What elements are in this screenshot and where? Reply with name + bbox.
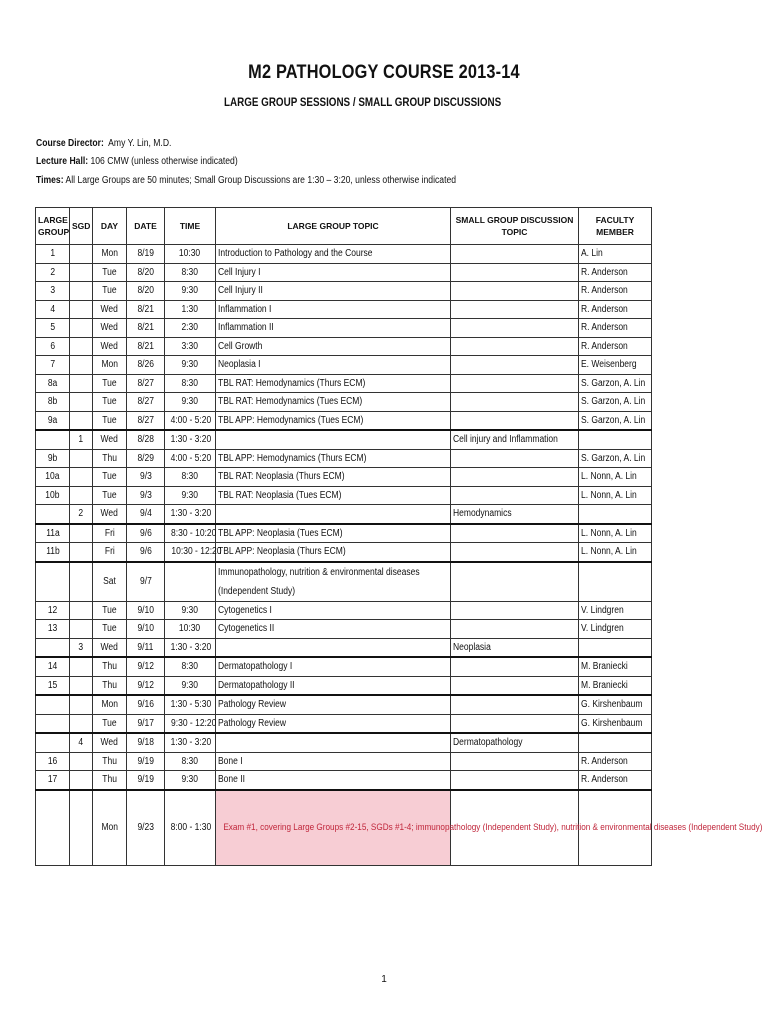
cell-time: 9:30 bbox=[165, 393, 216, 412]
cell-large-group: 16 bbox=[36, 752, 70, 771]
cell-date: 8/20 bbox=[127, 263, 165, 282]
cell-faculty: G. Kirshenbaum bbox=[579, 714, 652, 733]
cell-large-group: 15 bbox=[36, 676, 70, 695]
cell-day: Wed bbox=[93, 300, 127, 319]
cell-day: Mon bbox=[93, 790, 127, 866]
cell-date: 8/27 bbox=[127, 374, 165, 393]
cell-day: Mon bbox=[93, 245, 127, 264]
course-director-label: Course Director: bbox=[36, 138, 104, 149]
cell-time bbox=[165, 562, 216, 602]
cell-time: 10:30 bbox=[165, 620, 216, 639]
cell-sgd-topic bbox=[451, 337, 579, 356]
cell-large-group bbox=[36, 714, 70, 733]
cell-large-group: 8b bbox=[36, 393, 70, 412]
cell-sgd: 3 bbox=[70, 638, 93, 657]
cell-date: 8/27 bbox=[127, 393, 165, 412]
cell-sgd-topic bbox=[451, 374, 579, 393]
cell-large-group bbox=[36, 562, 70, 602]
cell-sgd-topic: Dermatopathology bbox=[451, 733, 579, 752]
lecture-hall-label: Lecture Hall: bbox=[36, 156, 89, 167]
cell-sgd-topic bbox=[451, 468, 579, 487]
cell-sgd bbox=[70, 393, 93, 412]
cell-sgd-topic bbox=[451, 356, 579, 375]
cell-lg-topic: Cytogenetics I bbox=[216, 601, 451, 620]
times-label: Times: bbox=[36, 175, 64, 186]
cell-sgd bbox=[70, 543, 93, 562]
lecture-hall-line bbox=[36, 156, 238, 167]
header-day: DAY bbox=[93, 208, 127, 245]
cell-faculty: L. Nonn, A. Lin bbox=[579, 543, 652, 562]
table-row bbox=[36, 411, 652, 430]
cell-day: Wed bbox=[93, 337, 127, 356]
cell-sgd-topic bbox=[451, 524, 579, 543]
cell-time: 9:30 bbox=[165, 601, 216, 620]
cell-lg-topic bbox=[216, 638, 451, 657]
cell-faculty: M. Braniecki bbox=[579, 657, 652, 676]
cell-faculty: S. Garzon, A. Lin bbox=[579, 374, 652, 393]
cell-lg-topic: TBL RAT: Hemodynamics (Thurs ECM) bbox=[216, 374, 451, 393]
cell-sgd bbox=[70, 524, 93, 543]
cell-lg-topic: Cell Injury I bbox=[216, 263, 451, 282]
cell-sgd-topic bbox=[451, 282, 579, 301]
course-director-value: Amy Y. Lin, M.D. bbox=[108, 138, 172, 149]
table-row bbox=[36, 449, 652, 468]
cell-sgd-topic bbox=[451, 300, 579, 319]
cell-date: 9/3 bbox=[127, 468, 165, 487]
cell-faculty: G. Kirshenbaum bbox=[579, 695, 652, 714]
schedule-table bbox=[35, 207, 763, 866]
cell-date: 8/21 bbox=[127, 337, 165, 356]
cell-lg-topic: Immunopathology, nutrition & environmental diseases (Independent Study) bbox=[216, 562, 451, 602]
cell-faculty: S. Garzon, A. Lin bbox=[579, 393, 652, 412]
cell-sgd bbox=[70, 714, 93, 733]
cell-time: 1:30 - 3:20 bbox=[165, 733, 216, 752]
table-row bbox=[36, 263, 652, 282]
cell-faculty: R. Anderson bbox=[579, 752, 652, 771]
cell-sgd-topic bbox=[451, 263, 579, 282]
cell-time: 9:30 bbox=[165, 486, 216, 505]
cell-day: Fri bbox=[93, 543, 127, 562]
cell-faculty bbox=[579, 505, 652, 524]
exam-row bbox=[36, 790, 652, 866]
cell-day: Wed bbox=[93, 505, 127, 524]
cell-time: 8:30 bbox=[165, 752, 216, 771]
cell-day: Mon bbox=[93, 356, 127, 375]
cell-day: Mon bbox=[93, 695, 127, 714]
table-row bbox=[36, 752, 652, 771]
cell-time: 2:30 bbox=[165, 319, 216, 338]
cell-faculty: R. Anderson bbox=[579, 771, 652, 790]
cell-lg-topic bbox=[216, 733, 451, 752]
cell-day: Thu bbox=[93, 449, 127, 468]
table-row bbox=[36, 657, 652, 676]
table-row bbox=[36, 638, 652, 657]
table-row bbox=[36, 430, 652, 449]
cell-faculty: S. Garzon, A. Lin bbox=[579, 411, 652, 430]
cell-large-group: 11b bbox=[36, 543, 70, 562]
cell-sgd-topic: Neoplasia bbox=[451, 638, 579, 657]
cell-large-group bbox=[36, 695, 70, 714]
cell-lg-topic: TBL APP: Hemodynamics (Thurs ECM) bbox=[216, 449, 451, 468]
cell-lg-topic: Neoplasia I bbox=[216, 356, 451, 375]
cell-sgd bbox=[70, 245, 93, 264]
header-sgd-topic: SMALL GROUP DISCUSSION TOPIC bbox=[451, 208, 579, 245]
table-row bbox=[36, 620, 652, 639]
cell-large-group bbox=[36, 505, 70, 524]
cell-sgd-topic: Hemodynamics bbox=[451, 505, 579, 524]
cell-date: 8/28 bbox=[127, 430, 165, 449]
cell-lg-topic: Dermatopathology I bbox=[216, 657, 451, 676]
table-row bbox=[36, 505, 652, 524]
cell-date: 8/21 bbox=[127, 319, 165, 338]
cell-lg-topic: TBL RAT: Neoplasia (Thurs ECM) bbox=[216, 468, 451, 487]
cell-day: Tue bbox=[93, 263, 127, 282]
cell-sgd-topic bbox=[451, 245, 579, 264]
cell-large-group: 9b bbox=[36, 449, 70, 468]
cell-large-group bbox=[36, 790, 70, 866]
cell-lg-topic: Pathology Review bbox=[216, 695, 451, 714]
cell-day: Wed bbox=[93, 430, 127, 449]
cell-sgd bbox=[70, 695, 93, 714]
header-faculty: FACULTY MEMBER bbox=[579, 208, 652, 245]
cell-time: 9:30 bbox=[165, 771, 216, 790]
cell-faculty: R. Anderson bbox=[579, 263, 652, 282]
cell-faculty: R. Anderson bbox=[579, 282, 652, 301]
cell-date: 8/19 bbox=[127, 245, 165, 264]
cell-sgd: 4 bbox=[70, 733, 93, 752]
cell-date: 9/18 bbox=[127, 733, 165, 752]
cell-time: 4:00 - 5:20 bbox=[165, 411, 216, 430]
cell-large-group bbox=[36, 733, 70, 752]
cell-date: 9/19 bbox=[127, 771, 165, 790]
cell-large-group: 7 bbox=[36, 356, 70, 375]
cell-large-group: 10b bbox=[36, 486, 70, 505]
cell-lg-topic: Bone II bbox=[216, 771, 451, 790]
cell-lg-topic: Inflammation II bbox=[216, 319, 451, 338]
cell-sgd bbox=[70, 562, 93, 602]
cell-sgd-topic bbox=[451, 771, 579, 790]
cell-lg-topic: Dermatopathology II bbox=[216, 676, 451, 695]
cell-faculty: R. Anderson bbox=[579, 300, 652, 319]
cell-faculty: R. Anderson bbox=[579, 337, 652, 356]
cell-day: Thu bbox=[93, 771, 127, 790]
header-time: TIME bbox=[165, 208, 216, 245]
cell-sgd bbox=[70, 337, 93, 356]
cell-sgd-topic bbox=[451, 657, 579, 676]
cell-faculty bbox=[579, 430, 652, 449]
cell-lg-topic: Cell Injury II bbox=[216, 282, 451, 301]
cell-date: 8/29 bbox=[127, 449, 165, 468]
cell-date: 9/12 bbox=[127, 657, 165, 676]
cell-date: 9/11 bbox=[127, 638, 165, 657]
cell-sgd bbox=[70, 486, 93, 505]
table-row bbox=[36, 543, 652, 562]
cell-large-group: 4 bbox=[36, 300, 70, 319]
table-row bbox=[36, 393, 652, 412]
cell-day: Tue bbox=[93, 714, 127, 733]
cell-sgd bbox=[70, 657, 93, 676]
cell-lg-topic: Pathology Review bbox=[216, 714, 451, 733]
cell-day: Wed bbox=[93, 319, 127, 338]
cell-date: 9/4 bbox=[127, 505, 165, 524]
cell-lg-topic: TBL APP: Neoplasia (Tues ECM) bbox=[216, 524, 451, 543]
cell-sgd-topic bbox=[451, 695, 579, 714]
cell-day: Fri bbox=[93, 524, 127, 543]
cell-date: 9/7 bbox=[127, 562, 165, 602]
cell-sgd bbox=[70, 356, 93, 375]
cell-faculty: M. Braniecki bbox=[579, 676, 652, 695]
table-row bbox=[36, 714, 652, 733]
cell-lg-topic: Cell Growth bbox=[216, 337, 451, 356]
table-row bbox=[36, 356, 652, 375]
cell-faculty bbox=[579, 562, 652, 602]
cell-date: 8/26 bbox=[127, 356, 165, 375]
cell-time: 8:30 bbox=[165, 374, 216, 393]
cell-time: 10:30 bbox=[165, 245, 216, 264]
cell-sgd bbox=[70, 263, 93, 282]
cell-day: Thu bbox=[93, 752, 127, 771]
cell-time: 8:30 - 10:20 bbox=[165, 524, 216, 543]
cell-day: Thu bbox=[93, 657, 127, 676]
cell-date: 8/21 bbox=[127, 300, 165, 319]
cell-large-group: 11a bbox=[36, 524, 70, 543]
cell-sgd-topic bbox=[451, 393, 579, 412]
cell-lg-topic: Introduction to Pathology and the Course bbox=[216, 245, 451, 264]
cell-date: 9/3 bbox=[127, 486, 165, 505]
document-title: M2 PATHOLOGY COURSE 2013-14 bbox=[248, 62, 520, 83]
cell-day: Tue bbox=[93, 411, 127, 430]
document-subtitle bbox=[224, 95, 502, 109]
cell-time: 1:30 - 3:20 bbox=[165, 638, 216, 657]
cell-time: 1:30 - 5:30 bbox=[165, 695, 216, 714]
cell-sgd: 2 bbox=[70, 505, 93, 524]
cell-faculty: L. Nonn, A. Lin bbox=[579, 468, 652, 487]
cell-time: 1:30 - 3:20 bbox=[165, 505, 216, 524]
cell-day: Wed bbox=[93, 638, 127, 657]
table-row bbox=[36, 676, 652, 695]
cell-sgd bbox=[70, 411, 93, 430]
cell-date: 9/17 bbox=[127, 714, 165, 733]
cell-large-group: 1 bbox=[36, 245, 70, 264]
cell-date: 9/10 bbox=[127, 601, 165, 620]
cell-time: 9:30 bbox=[165, 282, 216, 301]
cell-large-group: 6 bbox=[36, 337, 70, 356]
cell-sgd bbox=[70, 790, 93, 866]
cell-sgd-topic bbox=[451, 411, 579, 430]
cell-large-group: 3 bbox=[36, 282, 70, 301]
cell-lg-topic: TBL APP: Neoplasia (Thurs ECM) bbox=[216, 543, 451, 562]
cell-faculty bbox=[579, 638, 652, 657]
cell-faculty bbox=[579, 733, 652, 752]
cell-large-group bbox=[36, 638, 70, 657]
cell-time: 8:30 bbox=[165, 657, 216, 676]
header-large-group-topic: LARGE GROUP TOPIC bbox=[216, 208, 451, 245]
table-row bbox=[36, 468, 652, 487]
cell-lg-topic: TBL APP: Hemodynamics (Tues ECM) bbox=[216, 411, 451, 430]
page-number: 1 bbox=[381, 974, 387, 985]
cell-sgd-topic bbox=[451, 562, 579, 602]
cell-sgd-topic bbox=[451, 714, 579, 733]
times-value: All Large Groups are 50 minutes; Small Group Discussions are 1:30 – 3:20, unless otherwise indicated bbox=[65, 175, 457, 186]
cell-time: 10:30 - 12:20 bbox=[165, 543, 216, 562]
cell-day: Tue bbox=[93, 601, 127, 620]
header-sgd: SGD bbox=[70, 208, 93, 245]
cell-day: Tue bbox=[93, 620, 127, 639]
lecture-hall-value: 106 CMW (unless otherwise indicated) bbox=[90, 156, 238, 167]
cell-lg-topic: Bone I bbox=[216, 752, 451, 771]
header-date: DATE bbox=[127, 208, 165, 245]
cell-time: 9:30 bbox=[165, 676, 216, 695]
exam-description: Exam #1, covering Large Groups #2-15, SGDs #1-4; immunopathology (Independent Study), nutrition & environmental diseases (Independent Study) bbox=[216, 790, 451, 866]
cell-date: 9/10 bbox=[127, 620, 165, 639]
cell-sgd bbox=[70, 771, 93, 790]
cell-day: Sat bbox=[93, 562, 127, 602]
cell-sgd-topic bbox=[451, 620, 579, 639]
cell-time: 8:30 bbox=[165, 468, 216, 487]
cell-lg-topic: Inflammation I bbox=[216, 300, 451, 319]
cell-faculty: E. Weisenberg bbox=[579, 356, 652, 375]
cell-faculty: V. Lindgren bbox=[579, 620, 652, 639]
cell-day: Wed bbox=[93, 733, 127, 752]
cell-sgd bbox=[70, 752, 93, 771]
table-row bbox=[36, 319, 652, 338]
cell-date: 9/23 bbox=[127, 790, 165, 866]
table-row bbox=[36, 524, 652, 543]
cell-sgd-topic: Cell injury and Inflammation bbox=[451, 430, 579, 449]
cell-large-group: 8a bbox=[36, 374, 70, 393]
cell-sgd bbox=[70, 300, 93, 319]
cell-sgd bbox=[70, 676, 93, 695]
cell-sgd-topic bbox=[451, 543, 579, 562]
table-row bbox=[36, 486, 652, 505]
cell-sgd: 1 bbox=[70, 430, 93, 449]
cell-faculty: L. Nonn, A. Lin bbox=[579, 524, 652, 543]
header-large-group: LARGE GROUP bbox=[36, 208, 70, 245]
cell-date: 9/19 bbox=[127, 752, 165, 771]
cell-sgd bbox=[70, 620, 93, 639]
table-row bbox=[36, 282, 652, 301]
cell-lg-topic: Cytogenetics II bbox=[216, 620, 451, 639]
cell-lg-topic bbox=[216, 430, 451, 449]
cell-time: 1:30 - 3:20 bbox=[165, 430, 216, 449]
cell-faculty: V. Lindgren bbox=[579, 601, 652, 620]
cell-lg-topic: TBL RAT: Hemodynamics (Tues ECM) bbox=[216, 393, 451, 412]
times-line bbox=[36, 175, 456, 186]
cell-date: 9/12 bbox=[127, 676, 165, 695]
cell-sgd-topic bbox=[451, 319, 579, 338]
cell-large-group: 5 bbox=[36, 319, 70, 338]
cell-large-group: 9a bbox=[36, 411, 70, 430]
cell-day: Tue bbox=[93, 282, 127, 301]
cell-lg-topic bbox=[216, 505, 451, 524]
cell-date: 9/6 bbox=[127, 524, 165, 543]
table-row bbox=[36, 695, 652, 714]
cell-time: 3:30 bbox=[165, 337, 216, 356]
cell-sgd-topic bbox=[451, 449, 579, 468]
table-row bbox=[36, 337, 652, 356]
cell-date: 8/20 bbox=[127, 282, 165, 301]
table-row bbox=[36, 374, 652, 393]
cell-sgd-topic bbox=[451, 752, 579, 771]
cell-day: Tue bbox=[93, 374, 127, 393]
table-header-row bbox=[36, 208, 652, 245]
cell-large-group: 10a bbox=[36, 468, 70, 487]
cell-sgd bbox=[70, 449, 93, 468]
cell-sgd bbox=[70, 282, 93, 301]
cell-sgd bbox=[70, 601, 93, 620]
table-row bbox=[36, 771, 652, 790]
cell-sgd bbox=[70, 468, 93, 487]
table-row bbox=[36, 300, 652, 319]
cell-time: 9:30 bbox=[165, 356, 216, 375]
cell-faculty: S. Garzon, A. Lin bbox=[579, 449, 652, 468]
subtitle-text: LARGE GROUP SESSIONS / SMALL GROUP DISCUSSIONS bbox=[224, 95, 502, 109]
cell-large-group: 2 bbox=[36, 263, 70, 282]
cell-sgd-topic bbox=[451, 601, 579, 620]
cell-date: 9/16 bbox=[127, 695, 165, 714]
table-row bbox=[36, 562, 652, 602]
cell-time: 4:00 - 5:20 bbox=[165, 449, 216, 468]
cell-time: 9:30 - 12:20 bbox=[165, 714, 216, 733]
cell-faculty: A. Lin bbox=[579, 245, 652, 264]
cell-time: 8:30 bbox=[165, 263, 216, 282]
cell-large-group: 12 bbox=[36, 601, 70, 620]
cell-lg-topic: TBL RAT: Neoplasia (Tues ECM) bbox=[216, 486, 451, 505]
cell-time: 8:00 - 1:30 bbox=[165, 790, 216, 866]
cell-large-group: 14 bbox=[36, 657, 70, 676]
cell-day: Tue bbox=[93, 393, 127, 412]
cell-faculty: L. Nonn, A. Lin bbox=[579, 486, 652, 505]
cell-large-group: 13 bbox=[36, 620, 70, 639]
table-row bbox=[36, 733, 652, 752]
cell-day: Thu bbox=[93, 676, 127, 695]
course-director-line bbox=[36, 138, 171, 149]
cell-large-group bbox=[36, 430, 70, 449]
cell-time: 1:30 bbox=[165, 300, 216, 319]
table-row bbox=[36, 245, 652, 264]
table-row bbox=[36, 601, 652, 620]
cell-large-group: 17 bbox=[36, 771, 70, 790]
cell-date: 9/6 bbox=[127, 543, 165, 562]
cell-sgd bbox=[70, 319, 93, 338]
cell-sgd-topic bbox=[451, 676, 579, 695]
cell-faculty: R. Anderson bbox=[579, 319, 652, 338]
cell-sgd bbox=[70, 374, 93, 393]
cell-day: Tue bbox=[93, 468, 127, 487]
cell-date: 8/27 bbox=[127, 411, 165, 430]
cell-day: Tue bbox=[93, 486, 127, 505]
cell-sgd-topic bbox=[451, 486, 579, 505]
